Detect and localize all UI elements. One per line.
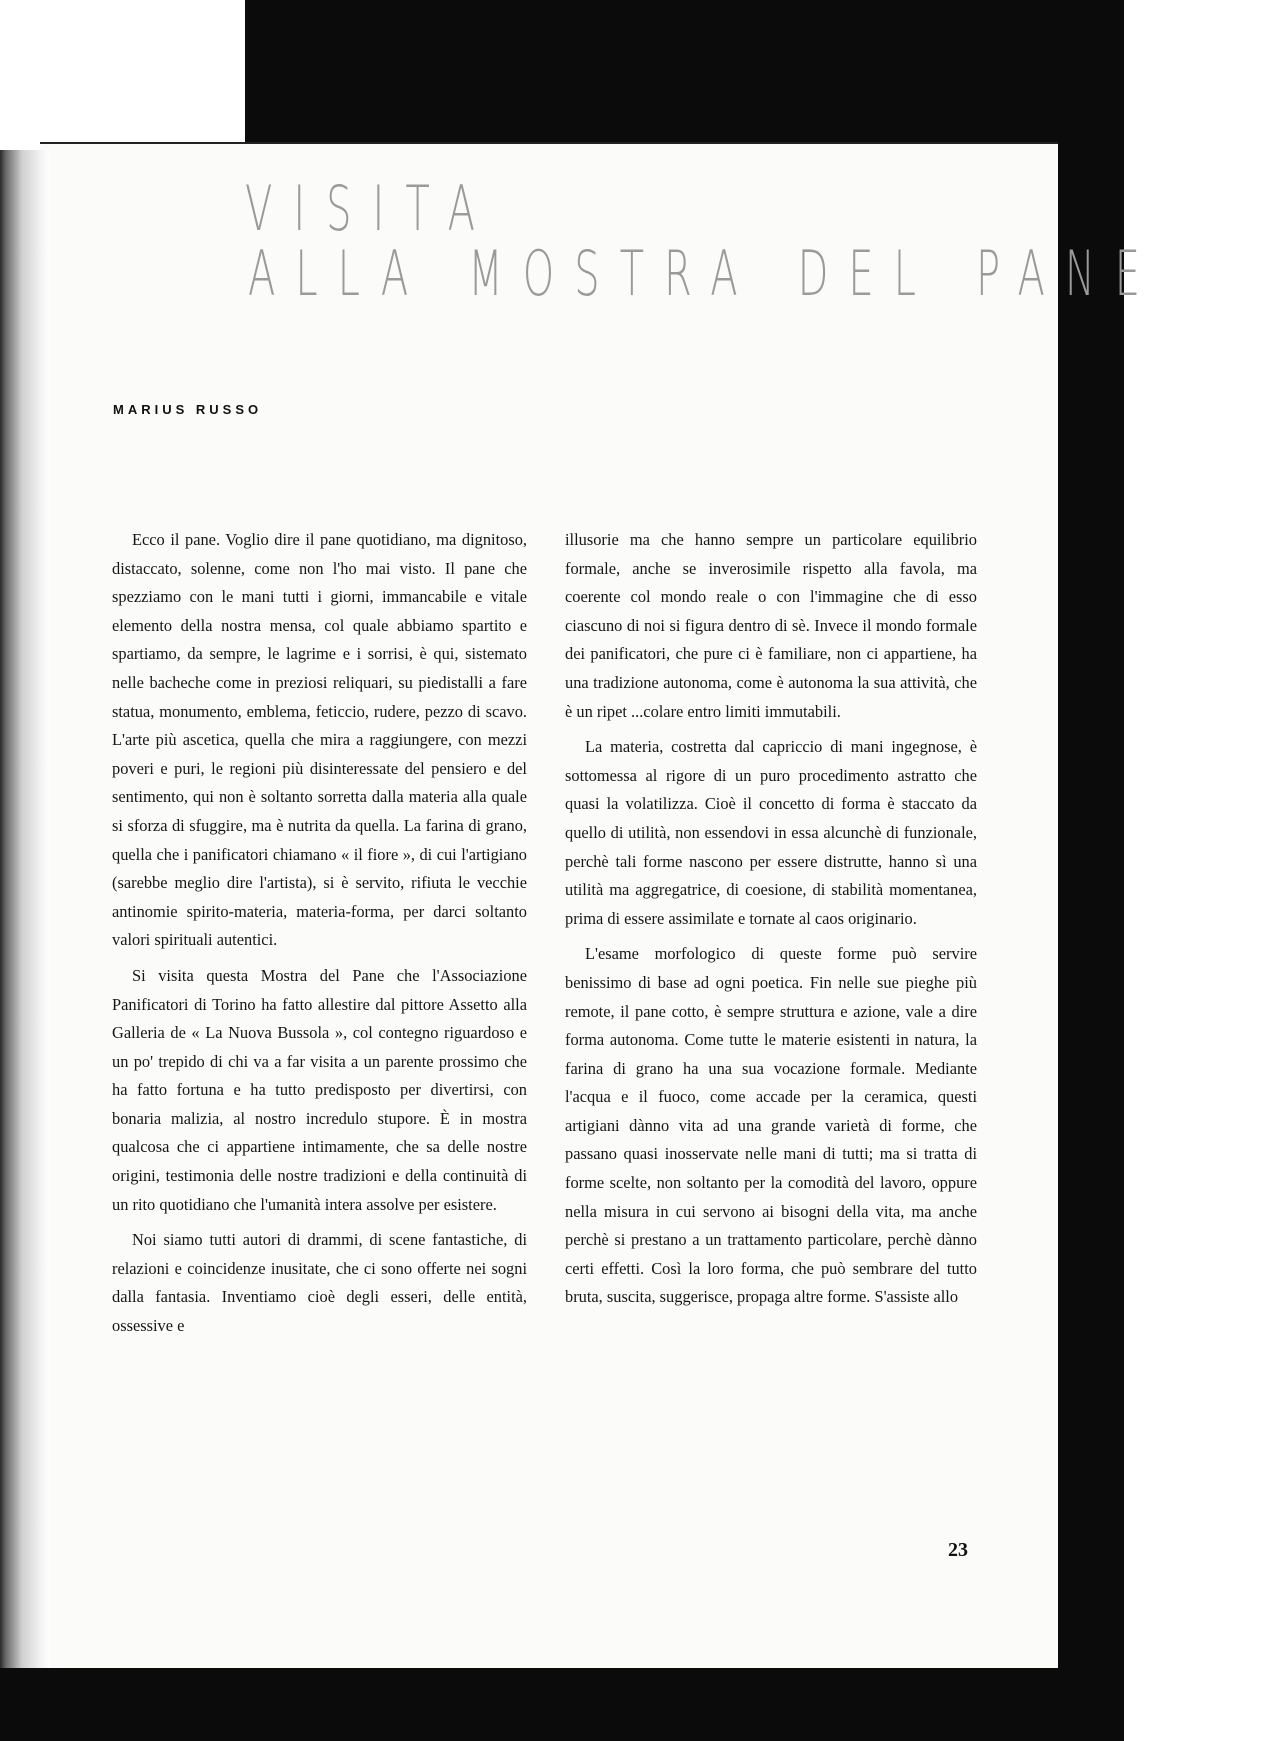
scan-border-left [0,150,50,1741]
title-word-pane: PANE [975,239,1161,311]
title-line-1: VISITA [245,174,497,246]
paragraph: L'esame morfologico di queste forme può servire benissimo di base ad ogni poetica. Fin nelle sue pieghe più remote, il pane cotto, è sempre struttura e azione, vale a dire forma autonoma. Come tutte le materie esistenti in natura, la farina di grano ha una sua vocazione formale. Mediante l'acqua e il fuoco, come accade per la ceramica, questi artigiani dànno vita ad una grande varietà di forme, che passano quasi inosservate nelle mani di tutti; ma si tratta di forme scelte, non soltanto per la comodità del lavoro, oppure nella misura in cui servono ai bisogni della vita, ma anche perchè si prestano a un trattamento particolare, perchè dànno certi effetti. Così la loro forma, che può sembrare del tutto bruta, suscita, suggerisce, propaga altre forme. S'assiste allo [565,944,977,1307]
scan-border-bottom [0,1668,1124,1741]
paragraph: Noi siamo tutti autori di drammi, di scene fantastiche, di relazioni e coincidenze inusitate, che ci sono offerte nei sogni dalla fantasia. Inventiamo cioè degli esseri, delle entità, ossessive e [112,1230,527,1336]
author-byline: MARIUS RUSSO [113,402,263,417]
title-word-mostra: MOSTRA [468,239,758,311]
page-number: 23 [948,1539,968,1561]
paragraph: Si visita questa Mostra del Pane che l'Associazione Panificatori di Torino ha fatto allestire dal pittore Assetto alla Galleria de « La Nuova Bussola », col contegno riguardoso e un po' trepido di chi va a far visita a un parente prossimo che ha fatto fortuna e ha tutto predisposto per divertirsi, con bonaria malizia, al nostro incredulo stupore. È in mostra qualcosa che ci appartiene intimamente, che sa delle nostre origini, testimonia delle nostre tradizioni e della continuità di un rito quotidiano che l'umanità intera assolve per esistere. [112,965,527,1214]
right-column [565,526,977,1319]
title-word-alla: ALLA [248,239,429,311]
paragraph: Ecco il pane. Voglio dire il pane quotidiano, ma dignitoso, distaccato, solenne, come non l'ho mai visto. Il pane che spezziamo con le mani tutti i giorni, immancabile e vitale elemento della nostra mensa, col quale abbiamo spartito e spartiamo, da sempre, le lagrime e i sorrisi, è qui, sistemato nelle bacheche come in preziosi reliquari, su piedistalli a fare statua, monumento, emblema, feticcio, rudere, pezzo di scavo. L'arte più ascetica, quella che mira a raggiungere, con mezzi poveri e puri, le regioni più disinteressate del pensiero e del sentimento, qui non è soltanto sorretta dalla materia alla quale si sforza di sfuggire, ma è nutrita da quella. La farina di grano, quella che i panificatori chiamano « il fiore », di cui l'artigiano (sarebbe meglio dire l'artista), si è servito, rifiuta le vecchie antinomie spirito-materia, materia-forma, per darci soltanto valori spirituali autentici. [112,530,527,950]
scan-border-top [245,0,1124,142]
paragraph: illusorie ma che hanno sempre un particolare equilibrio formale, anche se inverosimile rispetto alla favola, ma coerente col mondo reale o con l'immagine che di esso ciascuno di noi si figura dentro di sè. Invece il mondo formale dei panificatori, che pure ci è familiare, non ci appartiene, ha una tradizione autonoma, come è autonoma la sua attività, che è un ripet ...colare entro limiti immutabili. [565,530,977,721]
left-column [112,526,527,1348]
title-line-2 [248,239,1266,310]
paragraph: La materia, costretta dal capriccio di mani ingegnose, è sottomessa al rigore di un puro procedimento astratto che quasi la volatilizza. Cioè il concetto di forma è staccato da quello di utilità, non essendovi in essa alcunchè di funzionale, perchè tali forme nascono per essere distrutte, hanno sì una utilità ma aggregatrice, di coesione, di stabilità momentanea, prima di essere assimilate e tornate al caos originario. [565,737,977,928]
title-word-del: DEL [797,239,936,311]
magazine-page [40,142,1161,1670]
